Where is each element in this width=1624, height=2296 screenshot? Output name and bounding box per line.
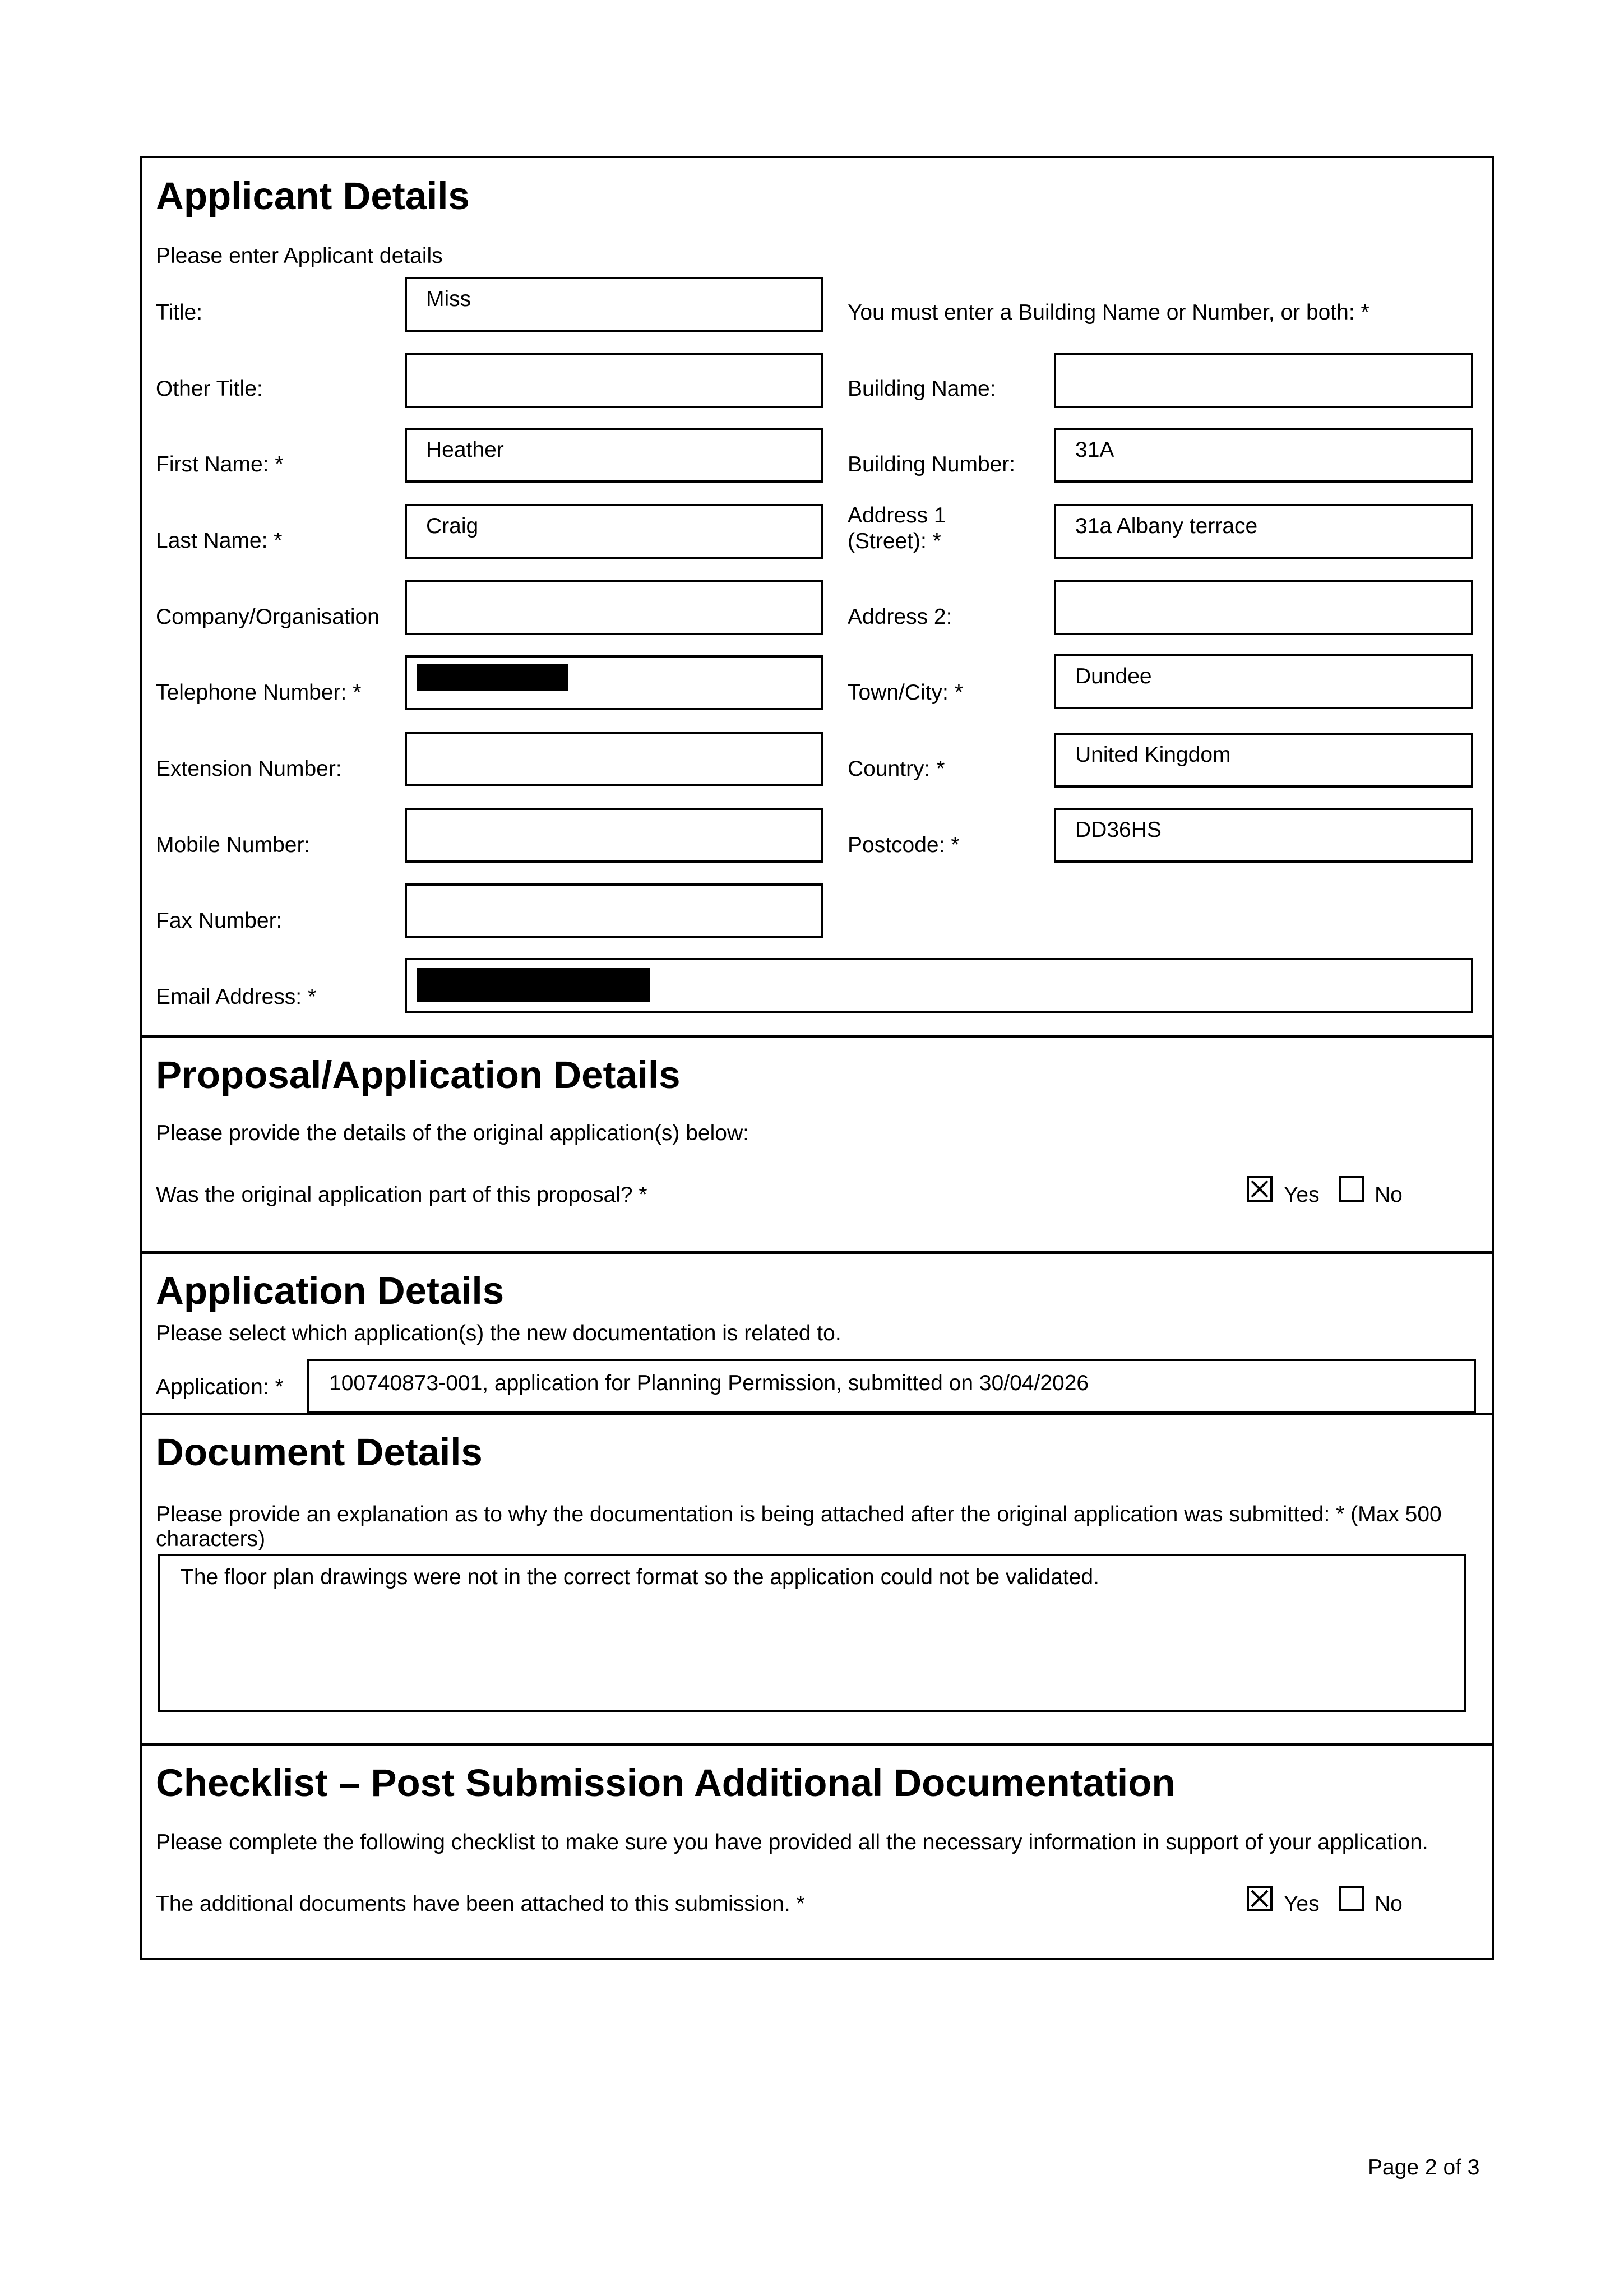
checklist-intro: Please complete the following checklist to make sure you have provided all the necessary information in support of your application.	[156, 1830, 1428, 1854]
first-name-field[interactable]	[405, 428, 823, 483]
proposal-heading: Proposal/Application Details	[156, 1053, 681, 1096]
building-number-field[interactable]	[1054, 428, 1473, 483]
telephone-label: Telephone Number: *	[156, 681, 362, 705]
proposal-question: Was the original application part of this proposal? *	[156, 1183, 647, 1207]
checked-x-icon	[1249, 1888, 1270, 1909]
address1-label-line1: Address 1	[848, 503, 946, 527]
address1-value: 31a Albany terrace	[1075, 514, 1258, 538]
country-field[interactable]	[1054, 733, 1473, 788]
postcode-value: DD36HS	[1075, 818, 1162, 842]
town-label: Town/City: *	[848, 681, 963, 705]
checklist-heading: Checklist – Post Submission Additional Documentation	[156, 1761, 1176, 1804]
documents-heading: Document Details	[156, 1431, 483, 1474]
application-label: Application: *	[156, 1375, 284, 1399]
mobile-label: Mobile Number:	[156, 833, 311, 857]
proposal-yes-label: Yes	[1284, 1183, 1320, 1207]
checklist-yes-label: Yes	[1284, 1892, 1320, 1916]
other-title-field[interactable]	[405, 353, 823, 408]
application-intro: Please select which application(s) the new documentation is related to.	[156, 1321, 841, 1345]
building-number-value: 31A	[1075, 438, 1114, 462]
redaction-block	[417, 968, 650, 1002]
postcode-field[interactable]	[1054, 808, 1473, 863]
company-label: Company/Organisation	[156, 605, 380, 629]
first-name-value: Heather	[426, 438, 504, 462]
application-heading: Application Details	[156, 1269, 505, 1312]
last-name-value: Craig	[426, 514, 479, 538]
building-number-label: Building Number:	[848, 452, 1016, 476]
postcode-label: Postcode: *	[848, 833, 960, 857]
last-name-field[interactable]	[405, 504, 823, 559]
extension-field[interactable]	[405, 732, 823, 786]
last-name-label: Last Name: *	[156, 529, 283, 553]
section-divider	[140, 1251, 1494, 1254]
fax-label: Fax Number:	[156, 909, 283, 933]
section-divider	[140, 1035, 1494, 1038]
section-divider	[140, 1413, 1494, 1415]
town-value: Dundee	[1075, 664, 1152, 688]
title-label: Title:	[156, 300, 203, 325]
checklist-no-label: No	[1375, 1892, 1403, 1916]
proposal-yes-checkbox[interactable]	[1247, 1176, 1273, 1202]
first-name-label: First Name: *	[156, 452, 284, 476]
section-divider	[140, 1743, 1494, 1746]
documents-prompt-line1: Please provide an explanation as to why the documentation is being attached after the original application was submitted: * (Max 500	[156, 1502, 1442, 1526]
mobile-field[interactable]	[405, 808, 823, 863]
email-label: Email Address: *	[156, 985, 317, 1009]
town-field[interactable]	[1054, 654, 1473, 709]
checklist-no-checkbox[interactable]	[1339, 1886, 1364, 1911]
other-title-label: Other Title:	[156, 377, 263, 401]
country-value: United Kingdom	[1075, 743, 1231, 767]
title-field[interactable]	[405, 277, 823, 332]
address1-label-line2: (Street): *	[848, 529, 941, 553]
checklist-yes-checkbox[interactable]	[1247, 1886, 1273, 1911]
applicant-intro: Please enter Applicant details	[156, 244, 443, 268]
checked-x-icon	[1249, 1178, 1270, 1200]
address2-field[interactable]	[1054, 580, 1473, 635]
documents-prompt-line2: characters)	[156, 1527, 266, 1551]
building-note: You must enter a Building Name or Number, or both: *	[848, 300, 1369, 325]
building-name-label: Building Name:	[848, 377, 996, 401]
proposal-no-checkbox[interactable]	[1339, 1176, 1364, 1202]
extension-label: Extension Number:	[156, 757, 342, 781]
proposal-intro: Please provide the details of the original application(s) below:	[156, 1121, 749, 1145]
checklist-question: The additional documents have been attached to this submission. *	[156, 1892, 805, 1916]
building-name-field[interactable]	[1054, 353, 1473, 408]
explanation-value: The floor plan drawings were not in the correct format so the application could not be validated.	[181, 1565, 1099, 1589]
redaction-block	[417, 664, 568, 691]
applicant-heading: Applicant Details	[156, 174, 470, 217]
application-value: 100740873-001, application for Planning Permission, submitted on 30/04/2026	[329, 1371, 1089, 1395]
explanation-textarea[interactable]	[158, 1554, 1466, 1712]
company-field[interactable]	[405, 580, 823, 635]
email-field[interactable]	[405, 958, 1473, 1013]
country-label: Country: *	[848, 757, 945, 781]
page-number: Page 2 of 3	[1368, 2155, 1480, 2179]
proposal-no-label: No	[1375, 1183, 1403, 1207]
telephone-field[interactable]	[405, 655, 823, 710]
title-value: Miss	[426, 287, 471, 311]
address1-field[interactable]	[1054, 504, 1473, 559]
address2-label: Address 2:	[848, 605, 952, 629]
application-select[interactable]	[307, 1359, 1476, 1414]
fax-field[interactable]	[405, 883, 823, 938]
